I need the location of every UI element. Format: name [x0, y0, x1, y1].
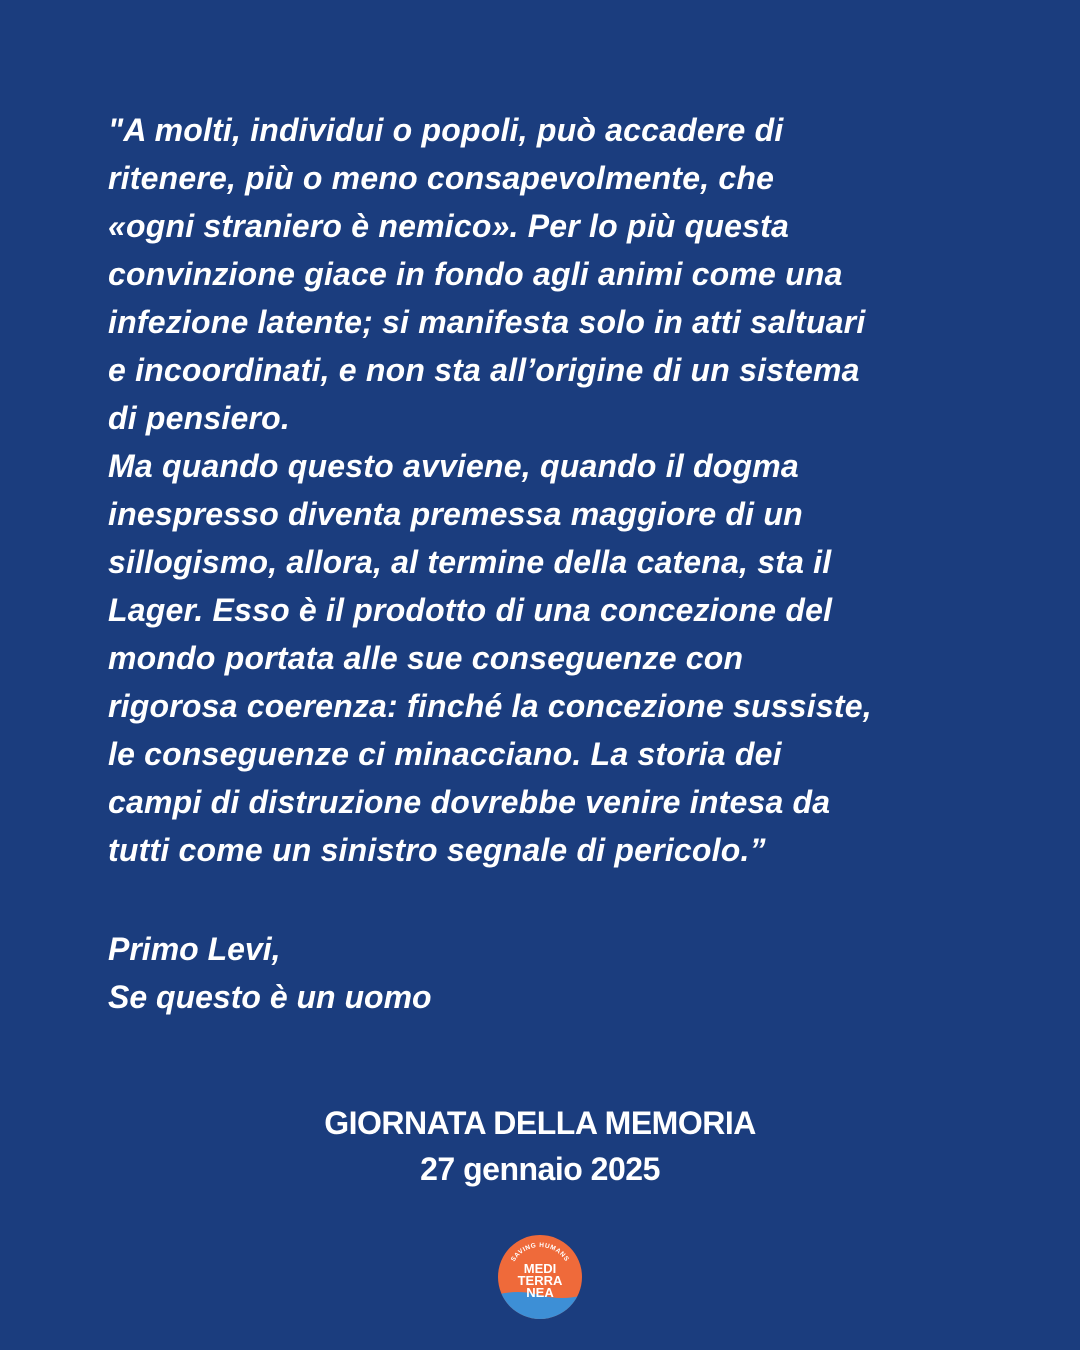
mediterranea-logo [496, 1233, 584, 1321]
attribution [108, 925, 908, 1021]
quote-line: tutti come un sinistro segnale di pericolo.” [108, 832, 766, 868]
event-date: 27 gennaio 2025 [420, 1151, 660, 1187]
quote-line: convinzione giace in fondo agli animi come una [108, 256, 843, 292]
logo-text-line3: NEA [526, 1285, 554, 1300]
quote-text [108, 106, 988, 874]
author-name: Primo Levi, [108, 931, 281, 967]
quote-line: "A molti, individui o popoli, può accadere di [108, 112, 784, 148]
quote-line: campi di distruzione dovrebbe venire intesa da [108, 784, 831, 820]
quote-line: e incoordinati, e non sta all’origine di un sistema [108, 352, 860, 388]
book-title: Se questo è un uomo [108, 979, 432, 1015]
quote-line: sillogismo, allora, al termine della catena, sta il [108, 544, 832, 580]
quote-line: le conseguenze ci minacciano. La storia dei [108, 736, 782, 772]
logo-emblem-icon [496, 1233, 584, 1321]
event-title: GIORNATA DELLA MEMORIA [324, 1105, 756, 1141]
quote-line: rigorosa coerenza: finché la concezione sussiste, [108, 688, 872, 724]
logo-text-line2: TERRA [517, 1273, 563, 1288]
quote-line: di pensiero. [108, 400, 290, 436]
logo-text-line1: MEDI [523, 1261, 557, 1276]
footer [0, 1100, 1080, 1192]
quote-line: inespresso diventa premessa maggiore di un [108, 496, 803, 532]
quote-line: ritenere, più o meno consapevolmente, che [108, 160, 775, 196]
quote-line: mondo portata alle sue conseguenze con [108, 640, 744, 676]
quote-line: Ma quando questo avviene, quando il dogma [108, 448, 799, 484]
quote-line: infezione latente; si manifesta solo in atti saltuari [108, 304, 866, 340]
logo-arc-text: SAVING HUMANS [509, 1241, 571, 1264]
quote-line: Lager. Esso è il prodotto di una concezione del [108, 592, 833, 628]
quote-line: «ogni straniero è nemico». Per lo più questa [108, 208, 789, 244]
